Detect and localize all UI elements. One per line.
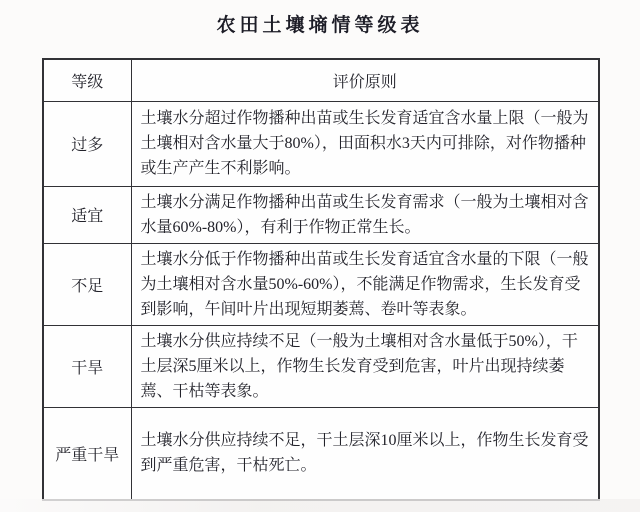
header-cell-principle: 评价原则: [131, 59, 599, 101]
table-row: [43, 407, 599, 500]
principle-cell: 土壤水分超过作物播种出苗或生长发育适宜含水量上限（一般为土壤相对含水量大于80%），田面积水3天内可排除，对作物播种或生产产生不利影响。: [131, 101, 599, 186]
principle-cell: 土壤水分低于作物播种出苗或生长发育适宜含水量的下限（一般为土壤相对含水量50%-60%），不能满足作物需求，生长发育受到影响，午间叶片出现短期萎蔫、卷叶等表象。: [131, 243, 599, 325]
soil-moisture-grade-table: [42, 58, 600, 501]
page-title: 农田土壤墒情等级表: [216, 15, 424, 36]
principle-cell: 土壤水分供应持续不足（一般为土壤相对含水量低于50%），干土层深5厘米以上，作物生长发育受到危害，叶片出现持续萎蔫、干枯等表象。: [131, 325, 599, 407]
table-row: [43, 243, 599, 325]
principle-cell: 土壤水分供应持续不足，干土层深10厘米以上，作物生长发育受到严重危害，干枯死亡。: [131, 407, 599, 500]
table-body: [43, 101, 599, 500]
principle-cell: 土壤水分满足作物播种出苗或生长发育需求（一般为土壤相对含水量60%-80%），有利于作物正常生长。: [131, 186, 599, 243]
grade-cell: 干旱: [43, 325, 131, 407]
grade-cell: 不足: [43, 243, 131, 325]
table-header: [43, 59, 599, 101]
page-bottom-shading: [0, 499, 640, 512]
table-row: [43, 186, 599, 243]
header-row: [43, 59, 599, 101]
table-row: [43, 325, 599, 407]
grade-cell: 适宜: [43, 186, 131, 243]
grade-cell: 严重干旱: [43, 407, 131, 500]
table-row: [43, 101, 599, 186]
header-cell-grade: 等级: [43, 59, 131, 101]
grade-cell: 过多: [43, 101, 131, 186]
